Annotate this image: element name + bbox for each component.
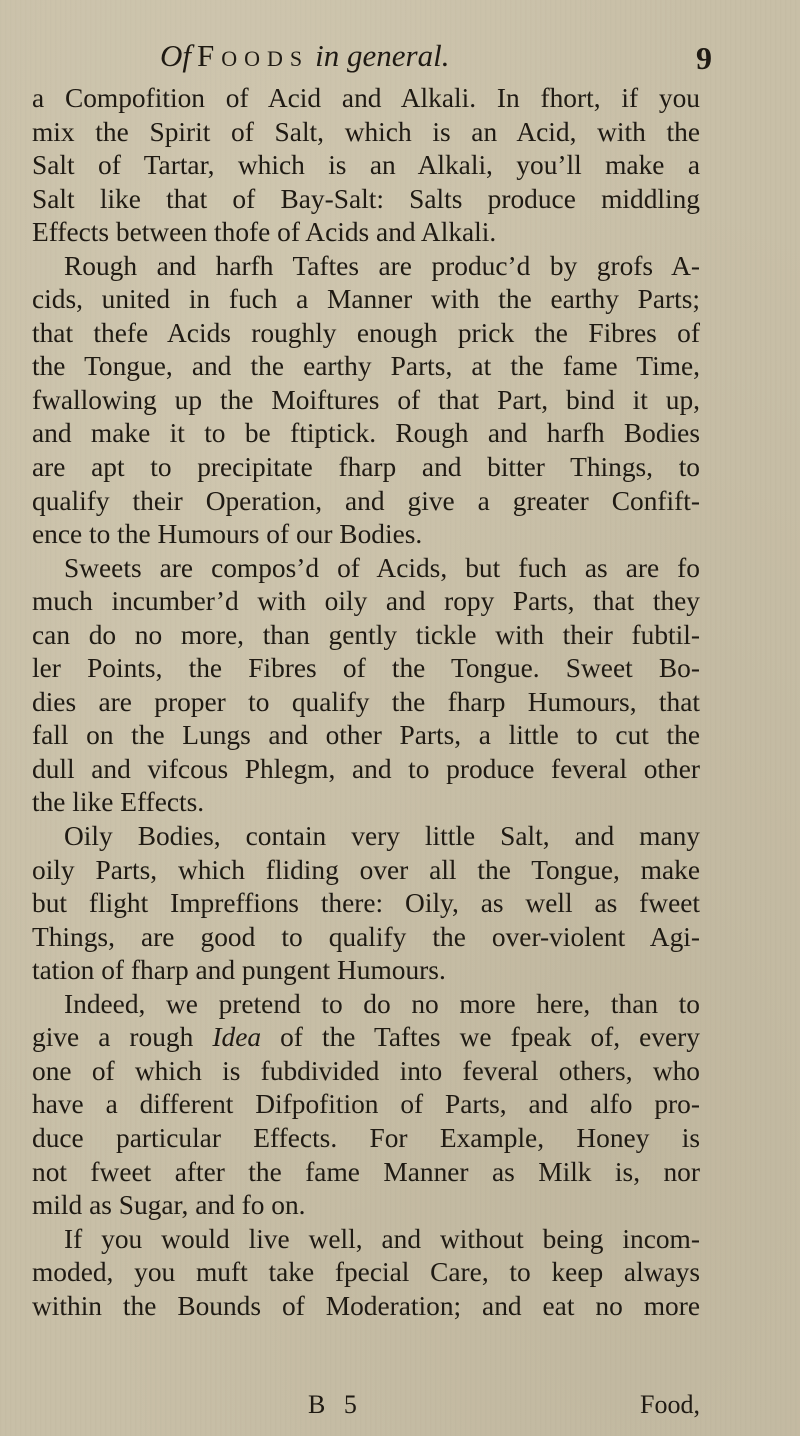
text-line: Effects between thofe of Acids and Alkali. bbox=[32, 217, 497, 248]
text-line: the like Effects. bbox=[32, 787, 205, 818]
text-line: fwallowing up the Moiftures of that Part, bind it up, bbox=[32, 384, 700, 415]
text-line: have a different Difpofition of Parts, and alfo pro- bbox=[32, 1089, 700, 1120]
page-footer bbox=[32, 1388, 700, 1422]
text-line: cids, united in fuch a Manner with the earthy Parts; bbox=[32, 284, 700, 315]
text-line: but flight Impreffions there: Oily, as well as fweet bbox=[32, 888, 700, 919]
text-line: dies are proper to qualify the fharp Humours, that bbox=[32, 686, 700, 717]
italic-word: Idea bbox=[212, 1022, 262, 1053]
text-line: a Compofition of Acid and Alkali. In fhort, if you bbox=[32, 83, 700, 113]
text-line: moded, you muft take fpecial Care, to keep always bbox=[32, 1257, 700, 1288]
text-line: Things, are good to qualify the over-violent Agi- bbox=[32, 921, 700, 952]
text-line: mild as Sugar, and fo on. bbox=[32, 1190, 306, 1221]
text-line: tation of fharp and pungent Humours. bbox=[32, 955, 446, 986]
text-line: one of which is fubdivided into feveral others, who bbox=[32, 1055, 700, 1086]
text-line: are apt to precipitate fharp and bitter Things, to bbox=[32, 452, 700, 483]
text-line: dull and vifcous Phlegm, and to produce feveral other bbox=[32, 753, 700, 784]
text-line: the Tongue, and the earthy Parts, at the fame Time, bbox=[32, 351, 700, 382]
text-line: Salt of Tartar, which is an Alkali, you’ll make a bbox=[32, 150, 700, 181]
running-title-main: Foods bbox=[197, 38, 310, 73]
text-line: Salt like that of Bay-Salt: Salts produce middling bbox=[32, 183, 700, 214]
body-text bbox=[32, 82, 700, 1323]
page-number: 9 bbox=[696, 40, 712, 76]
text-line: not fweet after the fame Manner as Milk is, nor bbox=[32, 1156, 700, 1187]
text-line: much incumber’d with oily and ropy Parts, that they bbox=[32, 586, 700, 617]
text-line: ence to the Humours of our Bodies. bbox=[32, 519, 423, 550]
text-line: that thefe Acids roughly enough prick the Fibres of bbox=[32, 317, 700, 348]
text-line: within the Bounds of Moderation; and eat no more bbox=[32, 1290, 700, 1321]
text-segment: give a rough bbox=[32, 1022, 194, 1053]
text-line: oily Parts, which fliding over all the Tongue, make bbox=[32, 854, 700, 885]
running-title-prefix: Of bbox=[160, 38, 191, 73]
signature-mark: B 5 bbox=[308, 1390, 363, 1419]
text-line: can do no more, than gently tickle with their fubtil- bbox=[32, 619, 700, 650]
paragraph-start-line: If you would live well, and without being incom- bbox=[64, 1223, 700, 1254]
text-segment: of the Taftes we fpeak of, every bbox=[261, 1022, 700, 1053]
text-line: duce particular Effects. For Example, Honey is bbox=[32, 1122, 700, 1153]
text-line-with-italic bbox=[32, 1021, 700, 1055]
catchword: Food, bbox=[640, 1390, 700, 1419]
paragraph-start-line: Sweets are compos’d of Acids, but fuch as are fo bbox=[64, 552, 700, 583]
page-header bbox=[160, 36, 712, 86]
text-line: and make it to be ftiptick. Rough and harfh Bodies bbox=[32, 418, 700, 449]
text-line: qualify their Operation, and give a greater Confift- bbox=[32, 485, 700, 516]
paragraph-start-line: Rough and harfh Taftes are produc’d by grofs A- bbox=[64, 250, 700, 281]
paragraph-start-line: Indeed, we pretend to do no more here, than to bbox=[64, 988, 700, 1019]
text-line: fall on the Lungs and other Parts, a little to cut the bbox=[32, 720, 700, 751]
running-title-suffix: in general. bbox=[315, 38, 450, 73]
paragraph-start-line: Oily Bodies, contain very little Salt, and many bbox=[64, 821, 700, 852]
text-line: mix the Spirit of Salt, which is an Acid, with the bbox=[32, 116, 700, 147]
text-line: ler Points, the Fibres of the Tongue. Sweet Bo- bbox=[32, 653, 700, 684]
running-title bbox=[160, 36, 449, 76]
